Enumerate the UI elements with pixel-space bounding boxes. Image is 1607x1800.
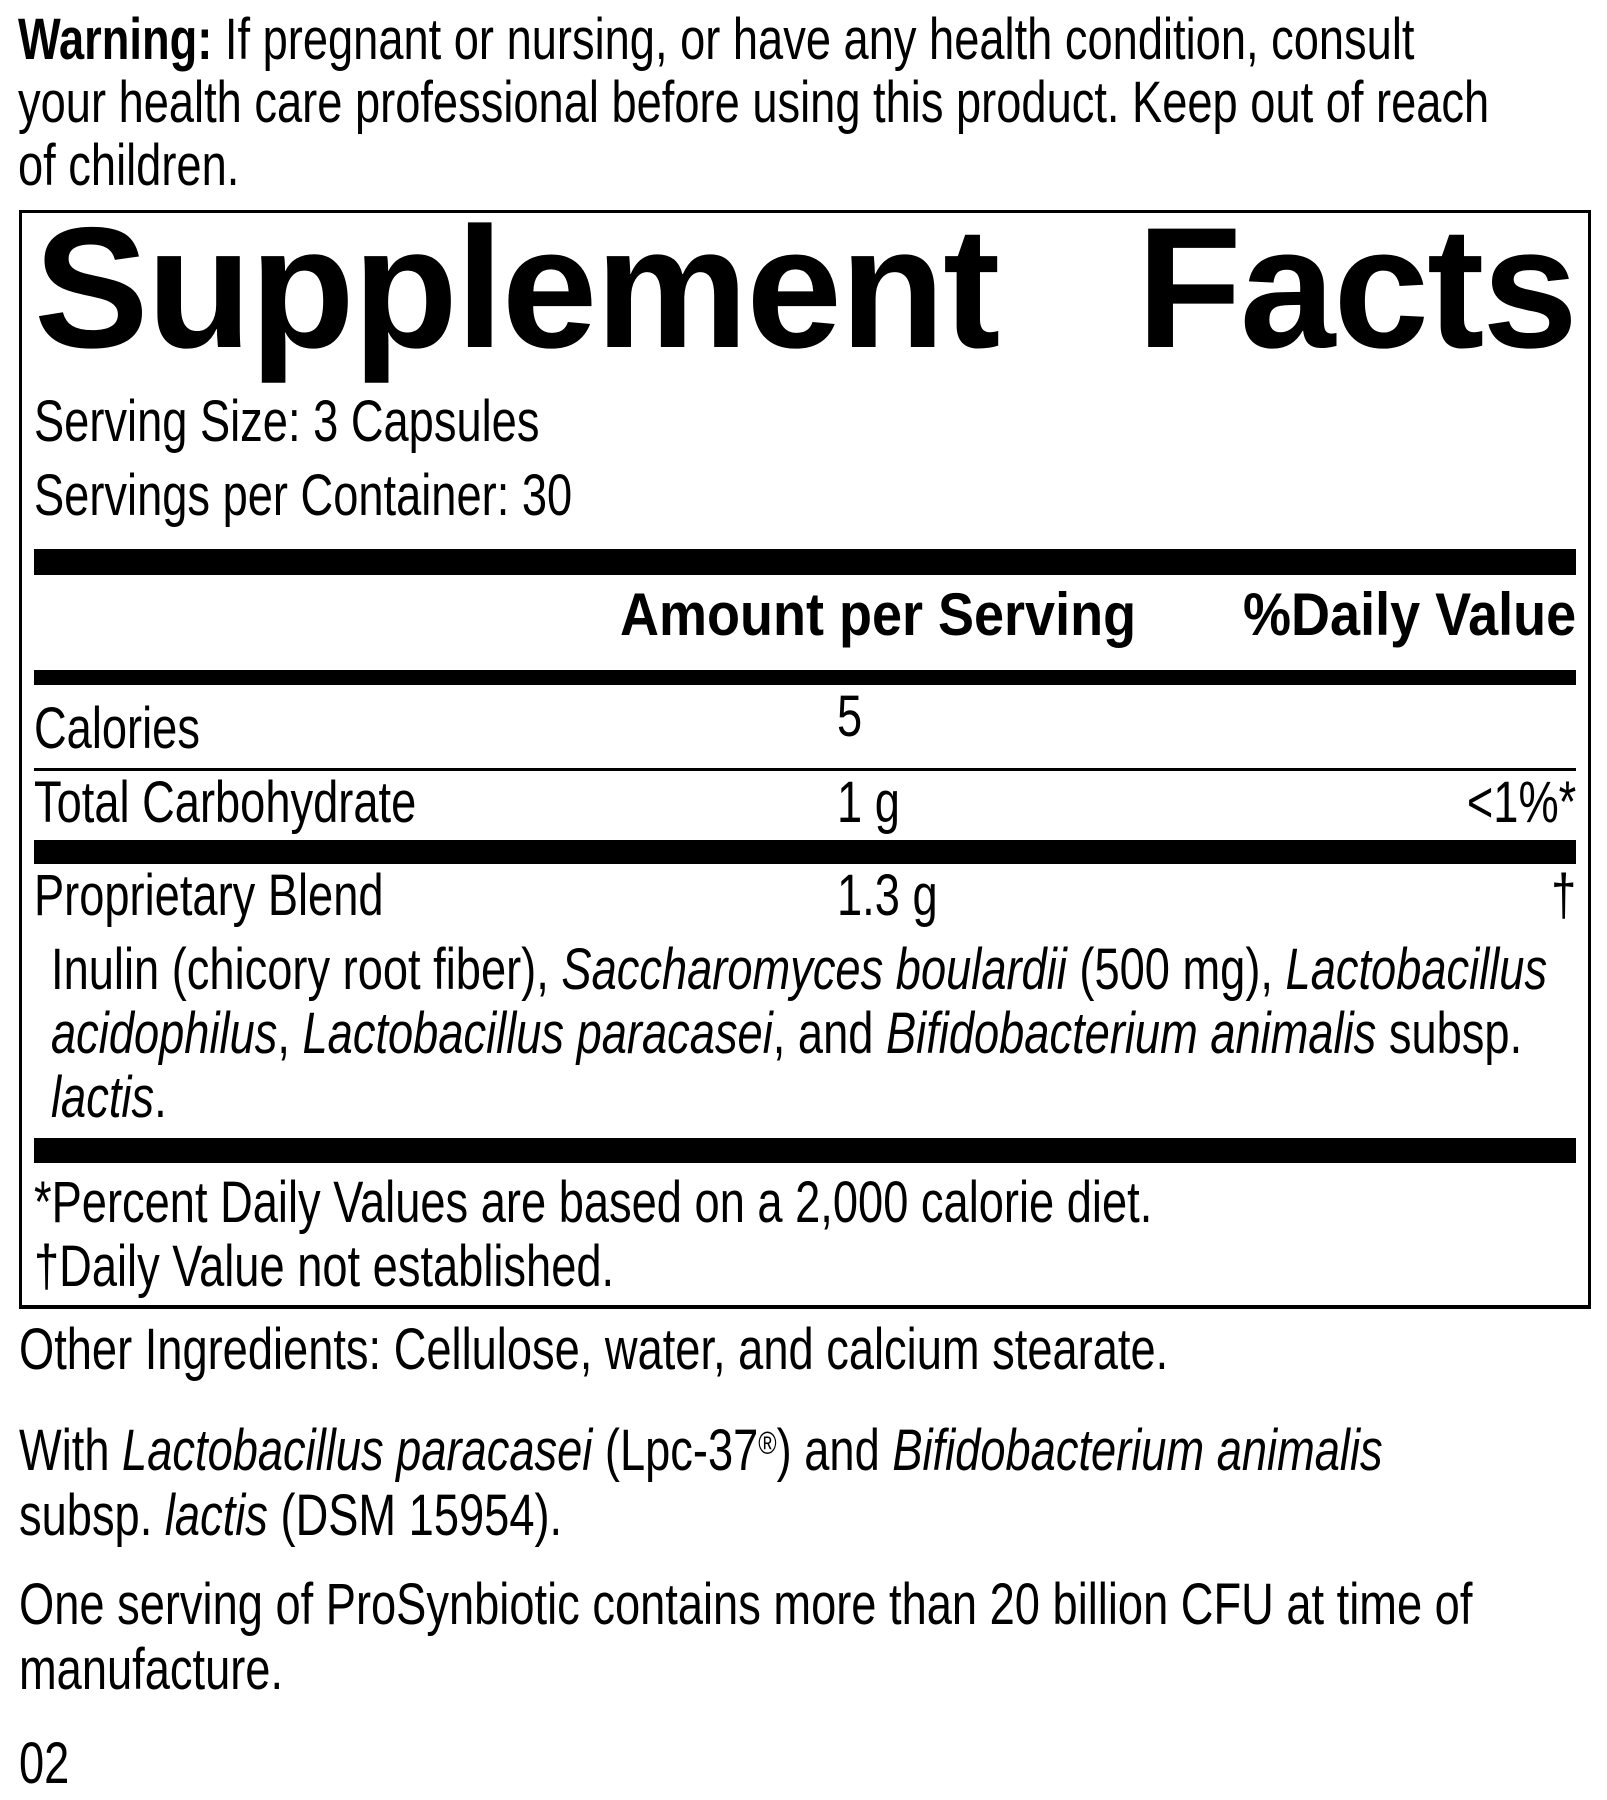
strain-note-text: With Lactobacillus paracasei (Lpc-37®) and Bifidobacterium animalis subsp. lactis (DSM 15954). (19, 1417, 1383, 1548)
divider-bar-header (34, 670, 1576, 685)
column-header-amount (620, 575, 1193, 655)
supplement-facts-panel (19, 192, 1591, 1309)
divider-bar-top (34, 549, 1576, 575)
nutrient-amount: 5 (837, 684, 863, 749)
other-ingredients-text: Other Ingredients: Cellulose, water, and calcium stearate. (19, 1317, 1169, 1382)
footnotes: *Percent Daily Values are based on a 2,000 calorie diet. †Daily Value not established. (34, 1170, 1153, 1299)
nutrient-name: Proprietary Blend (34, 863, 384, 928)
panel-title-word-facts: Facts (1136, 192, 1576, 384)
panel-title (34, 192, 1576, 384)
nutrient-row-calories (34, 685, 1576, 771)
nutrient-row-proprietary-blend (34, 864, 1576, 928)
cfu-note-text: One serving of ProSynbiotic contains more than 20 billion CFU at time of manufacture. (19, 1571, 1473, 1702)
servings-per-container-text: Servings per Container: 30 (34, 463, 573, 528)
column-header-row (34, 575, 1576, 670)
panel-title-word-supplement: Supplement (34, 192, 999, 384)
nutrient-name: Calories (34, 696, 200, 761)
nutrient-amount: 1 g (837, 770, 900, 835)
column-header-daily-value-label: %Daily Value (1242, 581, 1576, 648)
footer-code (19, 1732, 1607, 1796)
warning-text: Warning: If pregnant or nursing, or have any health condition, consult your health care professional before using this product. Keep out of reach of children. (18, 7, 1490, 198)
nutrient-name: Total Carbohydrate (34, 770, 417, 835)
divider-bar-bottom (34, 1138, 1576, 1163)
column-header-daily-value (1206, 575, 1576, 655)
blend-description: Inulin (chicory root fiber), Saccharomyces boulardii (500 mg), Lactobacillus acidophilus, Lactobacillus paracasei, and Bifidobacterium animalis subsp. lactis. (51, 937, 1548, 1130)
nutrient-daily-value: <1%* (1466, 770, 1576, 835)
footer-code-label: 02 (19, 1730, 70, 1796)
divider-bar-blend (34, 840, 1576, 864)
column-header-amount-label: Amount per Serving (620, 581, 1137, 648)
serving-info (34, 385, 1576, 533)
nutrient-daily-value: † (1550, 863, 1576, 928)
nutrient-row-total-carbohydrate (34, 771, 1576, 840)
serving-size-text: Serving Size: 3 Capsules (34, 389, 540, 454)
nutrient-amount: 1.3 g (837, 863, 938, 928)
